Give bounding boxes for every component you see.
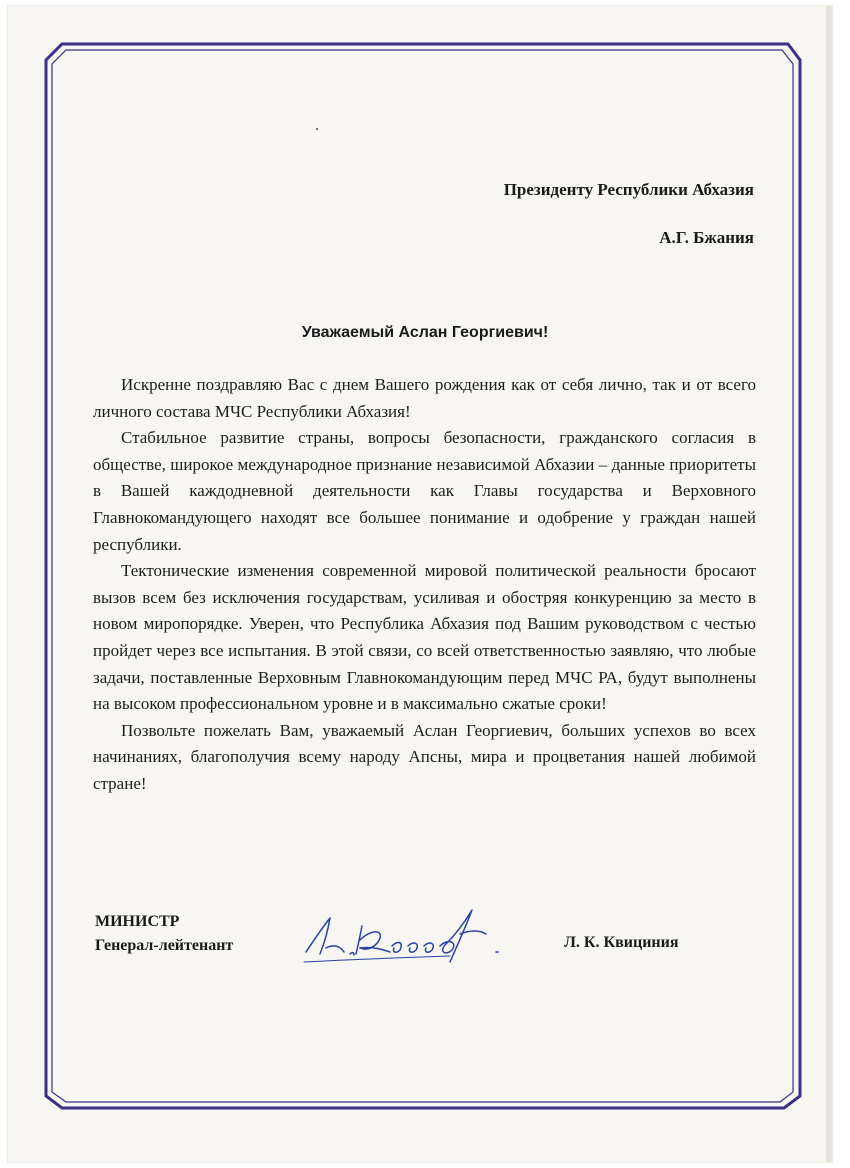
paragraph: Позвольте пожелать Вам, уважаемый Аслан Георгиевич, больших успехов во всех начинаниях, благополучия всему народу Апсны, мира и процветания нашей любимой стране!	[93, 720, 756, 793]
signatory-rank: Генерал-лейтенант	[95, 937, 234, 954]
paragraph: Тектонические изменения современной мировой политической реальности бросают вызов всем без исключения государствам, усиливая и обостряя конкуренцию за место в новом миропорядке. Уверен, что Республика Абхазия под Вашим руководством с честью пройдет через все испытания. В этой связи, со всей ответственностью заявляю, что любые задачи, поставленные Верховным Главнокомандующим перед МЧС РА, будут выполнены на высоком профессиональном уровне и в максимально сжатые сроки!	[93, 561, 756, 714]
addressee-name: А.Г. Бжания	[659, 228, 754, 247]
signatory-position: МИНИСТР	[95, 913, 180, 930]
addressee-title: Президенту Республики Абхазия	[503, 180, 754, 199]
salutation: Уважаемый Аслан Георгиевич!	[301, 324, 549, 341]
signatory-title-block	[95, 910, 233, 958]
addressee-block	[504, 180, 754, 248]
letter-body	[93, 372, 756, 798]
paragraph: Искренне поздравляю Вас с днем Вашего рождения как от себя лично, так и от всего личного состава МЧС Республики Абхазия!	[93, 375, 756, 421]
signatory-name: Л. К. Квициния	[564, 934, 679, 951]
handwritten-signature	[300, 900, 520, 970]
paper-speck	[316, 128, 318, 130]
paragraph: Стабильное развитие страны, вопросы безопасности, гражданского согласия в обществе, широкое международное признание независимой Абхазии – данные приоритеты в Вашей каждодневной деятельности как Главы государства и Верховного Главнокомандующего находят все большее понимание и одобрение у граждан нашей республики.	[93, 428, 756, 554]
